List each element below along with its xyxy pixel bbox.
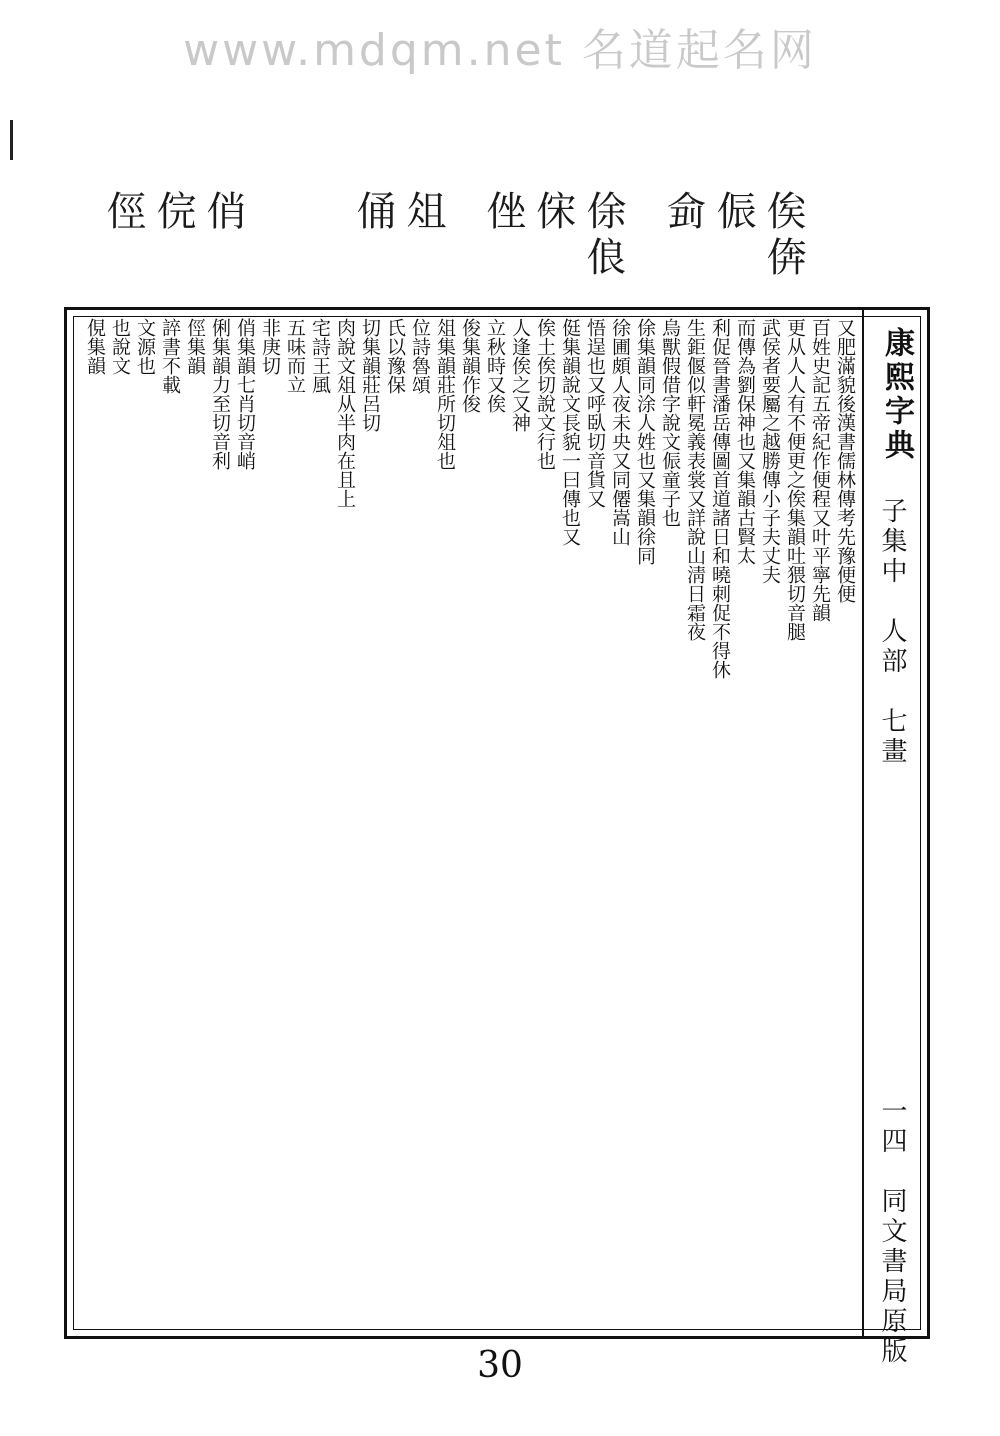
page-label: 一四	[877, 1097, 907, 1157]
text-column: 文源也	[134, 318, 156, 375]
text-column: 人逢俟之又神	[509, 318, 531, 432]
text-column: 百姓史記五帝紀作便程又叶平寧先韻	[809, 318, 831, 622]
seal-char-group: 侴	[660, 190, 706, 236]
text-column: 俊集韻作俊	[459, 318, 481, 413]
seal-char-group: 俆俍	[580, 190, 626, 282]
text-column: 俔集韻	[84, 318, 106, 375]
text-column: 俎集韻莊所切俎也	[434, 318, 456, 470]
publisher-label: 同文書局原版	[877, 1187, 907, 1367]
seal-char-group: 俕	[530, 190, 576, 236]
seal-char-group: 俏	[200, 190, 246, 236]
text-column: 氏以豫保	[384, 318, 406, 394]
text-column: 悟逞也又呼臥切音貨又	[584, 318, 606, 508]
watermark: www.mdqm.net 名道起名网	[183, 25, 817, 76]
seal-char-group: 侲	[710, 190, 756, 236]
text-column: 肉說文俎从半肉在且上	[334, 318, 356, 508]
text-column: 位詩魯頌	[409, 318, 431, 394]
seal-char-group: 俓	[100, 190, 146, 236]
text-column: 誶書不載	[159, 318, 181, 394]
seal-char-group: 侳	[480, 190, 526, 236]
text-column: 武侯者要屬之越勝傳小子夫丈夫	[759, 318, 781, 584]
text-column: 俆集韻同涂人姓也又集韻徐同	[634, 318, 656, 565]
text-column: 切集韻莊呂切	[359, 318, 381, 432]
text-column: 更从人人有不便更之俟集韻吐猥切音腿	[784, 318, 806, 641]
text-column: 利促晉書潘岳傳圖首道諸日和曉刺促不得休	[709, 318, 731, 679]
text-column: 宅詩王風	[309, 318, 331, 394]
text-column: 俟土俟切說文行也	[534, 318, 556, 470]
seal-char-group: 俑	[350, 190, 396, 236]
text-column: 俓集韻	[184, 318, 206, 375]
seal-char-group: 俎	[400, 190, 446, 236]
text-column: 非庚切	[259, 318, 281, 375]
text-column: 徐圃頗人夜未央又同僊嵩山	[609, 318, 631, 546]
text-column: 也說文	[109, 318, 131, 375]
margin-mark	[10, 120, 13, 160]
text-column: 生鉅偃似軒冕義表裳又詳說山淸日霜夜	[684, 318, 706, 641]
running-header	[862, 307, 930, 1367]
text-column: 俐集韻力至切音利	[209, 318, 231, 470]
text-column: 而傳為劉保神也又集韻古賢太	[734, 318, 756, 565]
book-title: 康熙字典	[879, 327, 914, 463]
seal-char-group: 俒	[150, 190, 196, 236]
text-column: 烏獸假借字說文侲童子也	[659, 318, 681, 527]
text-column: 俏集韻七肖切音峭	[234, 318, 256, 470]
text-column: 立秋時又俟	[484, 318, 506, 413]
page-number: 30	[477, 1345, 523, 1386]
text-column: 侹集韻說文長貌一曰傳也又	[559, 318, 581, 546]
seal-script-row	[100, 190, 806, 300]
text-column: 又肥滿貌後漢書儒林傳考先豫便便	[834, 318, 856, 603]
dictionary-body	[76, 318, 858, 1330]
section-label: 子集中 人部 七畫	[877, 497, 907, 767]
seal-char-group: 俟倴	[760, 190, 806, 282]
text-column: 五味而立	[284, 318, 306, 394]
